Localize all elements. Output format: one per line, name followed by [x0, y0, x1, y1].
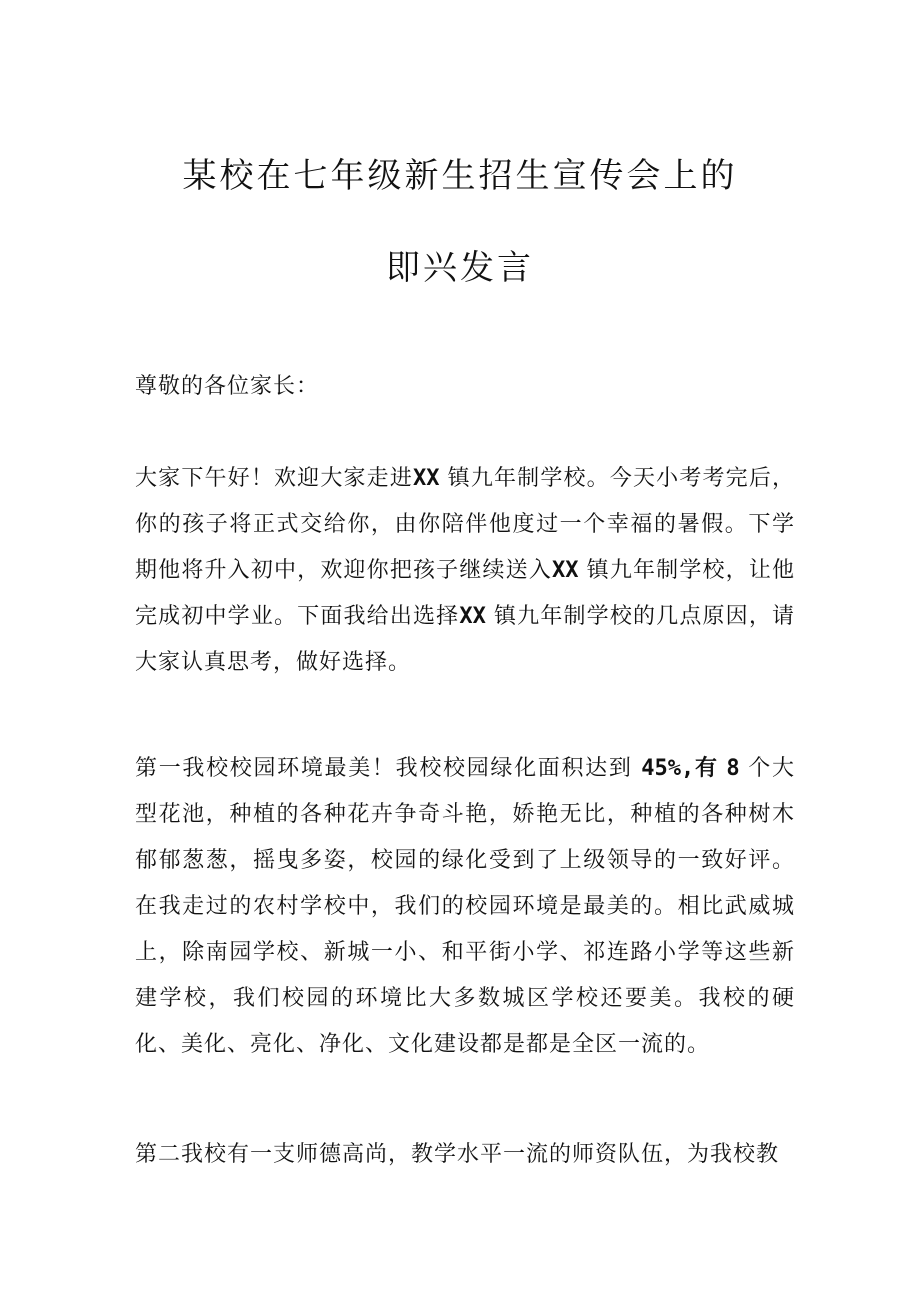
- paragraph-text: 个大型花池，种植的各种花卉争奇斗艳，娇艳无比，种植的各种树木郁郁葱葱，摇曳多姿，校园的绿化受到了上级领导的一致好评。在我走过的农村学校中，我们的校园环境是最美的。相比武威城上，除南园学校、新城一小、和平街小学、祁连路小学等这些新建学校，我们校园的环境比大多数城区学校还要美。我校的硬化、美化、亮化、净化、文化建设都是都是全区一流的。: [135, 756, 795, 1057]
- paragraph-welcome: [135, 456, 795, 686]
- paragraph-text: 镇九年制学校。今天小考考完后，你的孩子将正式交给你，由你陪伴他度过一个幸福的暑假。下学期他将升入初中，欢迎你把孩子继续送入: [135, 466, 795, 583]
- school-placeholder: XX: [551, 558, 579, 583]
- green-area-percent: 45%: [641, 756, 681, 781]
- paragraph-text: 镇九年制学校的几点原因，请大家认真思考，做好选择。: [135, 604, 795, 675]
- document-title-line-1: 某校在七年级新生招生宣传会上的: [182, 156, 738, 196]
- paragraph-text: ,有: [681, 756, 718, 781]
- flowerbed-count: 8: [726, 756, 740, 781]
- paragraph-teachers: 第二我校有一支师德高尚，教学水平一流的师资队伍，为我校教: [135, 1142, 780, 1167]
- document-title-line-2: 即兴发言: [386, 248, 534, 288]
- paragraph-text: 第一我校校园环境最美！我校校园绿化面积达到: [135, 756, 633, 781]
- paragraph-text: 大家下午好！欢迎大家走进: [135, 466, 413, 491]
- paragraph-environment: [135, 746, 795, 1068]
- school-placeholder: XX: [459, 604, 486, 629]
- greeting: 尊敬的各位家长：: [135, 374, 320, 399]
- paragraph-text: 镇九年制学校，让他完成初中学业。下面我给出选择: [135, 558, 795, 629]
- school-placeholder: XX: [413, 466, 440, 491]
